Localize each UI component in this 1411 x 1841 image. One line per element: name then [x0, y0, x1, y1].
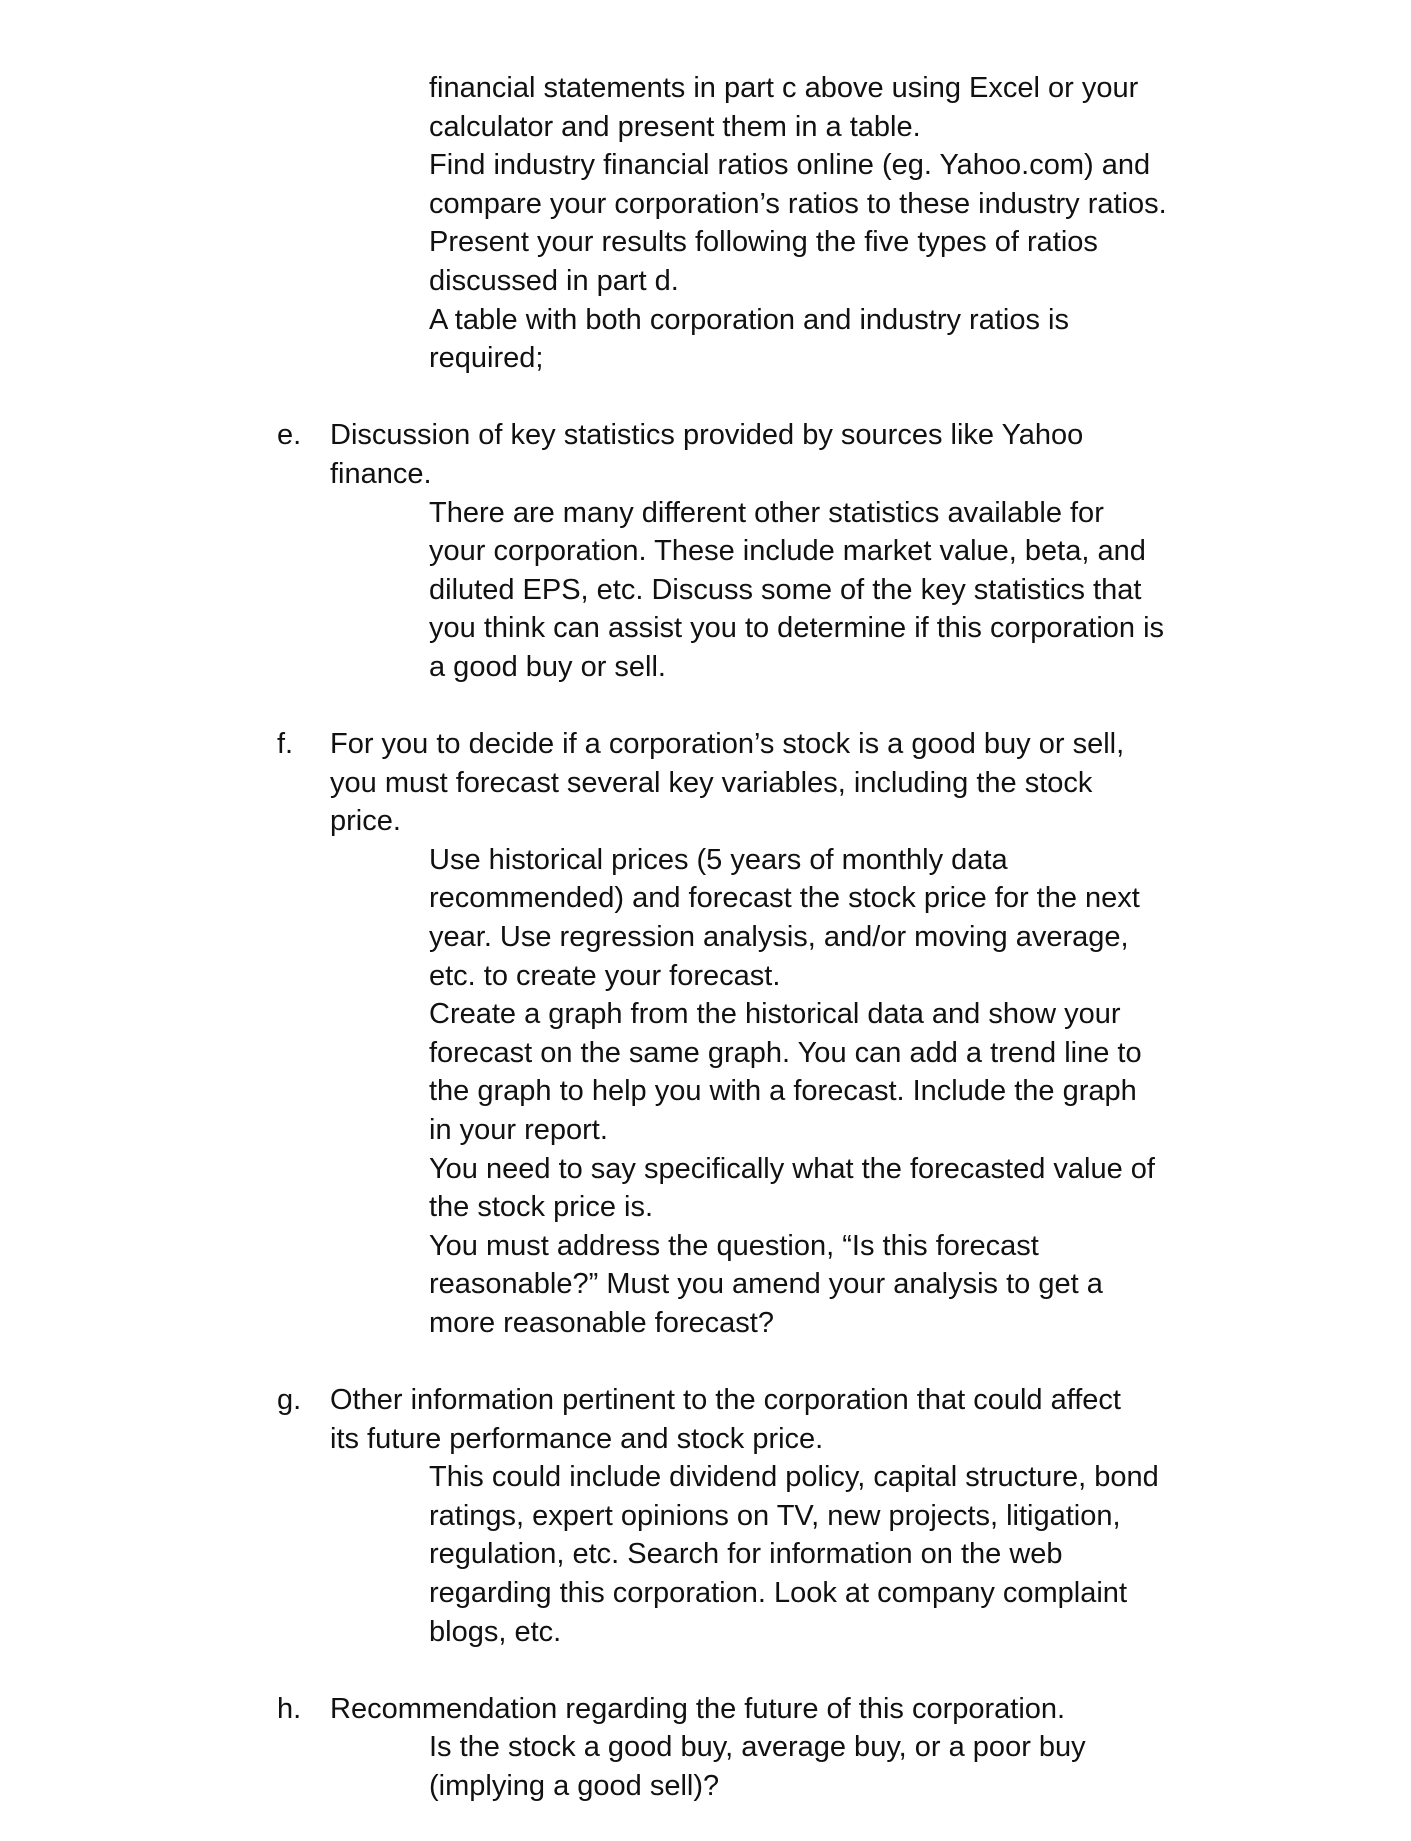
list-marker: g.: [277, 1384, 302, 1416]
text-line: etc. to create your forecast.: [429, 959, 781, 992]
text-line: ratings, expert opinions on TV, new projects, litigation,: [429, 1499, 1121, 1532]
text-line: blogs, etc.: [429, 1615, 562, 1648]
text-line: a good buy or sell.: [429, 651, 666, 683]
text-line: A table with both corporation and industry ratios is: [429, 303, 1069, 336]
text-line: Find industry financial ratios online (eg. Yahoo.com) and: [429, 149, 1151, 182]
text-line: There are many different other statistics available for: [429, 496, 1104, 529]
text-line: Recommendation regarding the future of this corporation.: [330, 1692, 1066, 1725]
list-marker: h.: [277, 1692, 302, 1725]
text-line: recommended) and forecast the stock price for the next: [429, 882, 1140, 915]
text-line: you must forecast several key variables, including the stock: [330, 766, 1093, 799]
text-line: regulation, etc. Search for information on the web: [429, 1538, 1063, 1571]
text-line: forecast on the same graph. You can add a trend line to: [429, 1036, 1142, 1069]
text-line: Create a graph from the historical data and show your: [429, 998, 1121, 1031]
text-line: Use historical prices (5 years of monthly data: [429, 843, 1008, 876]
text-line: finance.: [330, 458, 432, 490]
text-line: the stock price is.: [429, 1191, 654, 1224]
text-line: This could include dividend policy, capital structure, bond: [429, 1461, 1159, 1494]
text-line: the graph to help you with a forecast. Include the graph: [429, 1075, 1137, 1108]
text-line: you think can assist you to determine if this corporation is: [429, 612, 1165, 645]
list-marker: e.: [277, 419, 302, 452]
text-line: You need to say specifically what the forecasted value of: [429, 1152, 1155, 1185]
list-marker: f.: [277, 728, 294, 760]
text-line: You must address the question, “Is this forecast: [429, 1229, 1039, 1262]
text-line: regarding this corporation. Look at company complaint: [429, 1577, 1127, 1609]
text-line: (implying a good sell)?: [429, 1770, 720, 1802]
text-line: its future performance and stock price.: [330, 1422, 824, 1455]
text-line: Other information pertinent to the corporation that could affect: [330, 1384, 1121, 1416]
text-line: calculator and present them in a table.: [429, 110, 921, 143]
text-line: compare your corporation’s ratios to these industry ratios.: [429, 187, 1167, 220]
text-line: Discussion of key statistics provided by sources like Yahoo: [330, 419, 1084, 452]
text-line: discussed in part d.: [429, 265, 679, 297]
text-line: year. Use regression analysis, and/or moving average,: [429, 921, 1129, 953]
text-line: more reasonable forecast?: [429, 1307, 774, 1339]
text-line: reasonable?” Must you amend your analysis to get a: [429, 1268, 1103, 1301]
text-line: diluted EPS, etc. Discuss some of the key statistics that: [429, 573, 1142, 606]
text-line: required;: [429, 342, 544, 375]
text-line: in your report.: [429, 1114, 608, 1146]
text-line: For you to decide if a corporation’s stock is a good buy or sell,: [330, 728, 1125, 760]
text-line: price.: [330, 805, 401, 838]
text-line: financial statements in part c above using Excel or your: [429, 72, 1139, 104]
text-line: Is the stock a good buy, average buy, or a poor buy: [429, 1731, 1086, 1764]
text-line: your corporation. These include market value, beta, and: [429, 535, 1146, 568]
text-line: Present your results following the five types of ratios: [429, 226, 1098, 259]
